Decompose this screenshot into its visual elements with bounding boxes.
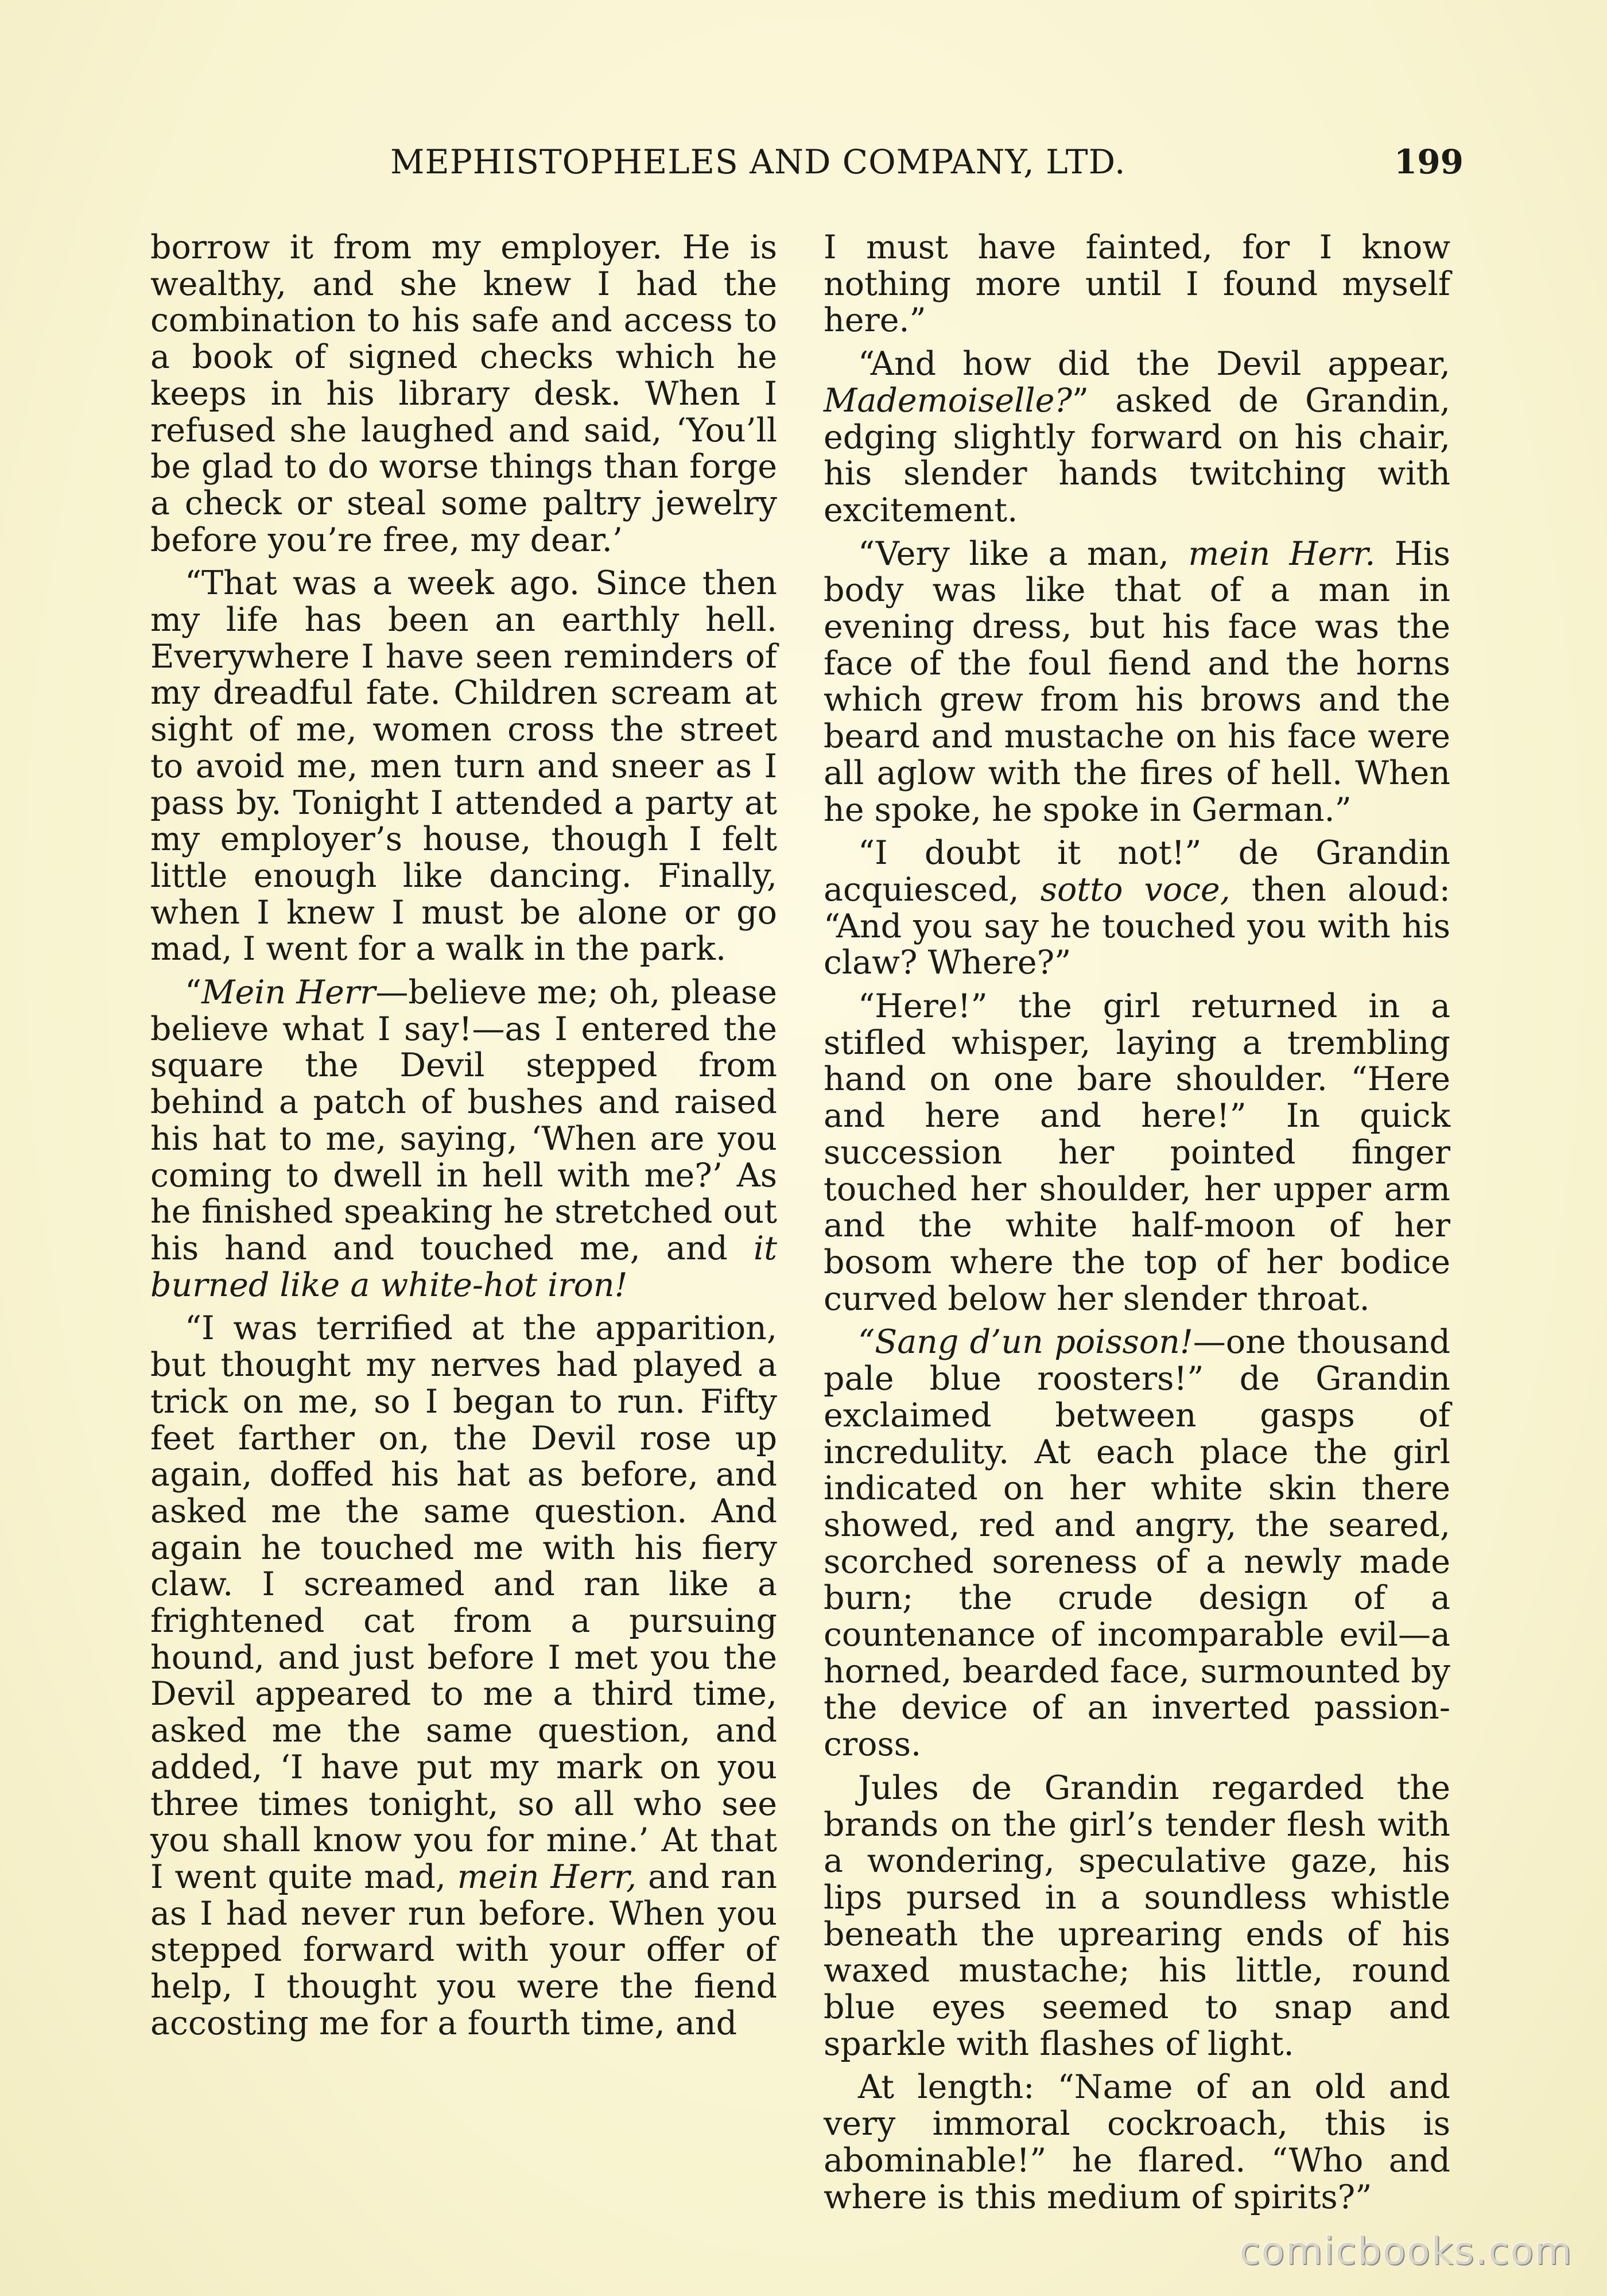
paragraph: borrow it from my employer. He is wealthy, and she knew I had the combination to his safe and access to a book of signed checks which he keeps in his library desk. When I refused she laughed and said, ‘You’ll be glad to do worse things than forge a check or steal some paltry jewelry before you’re free, my dear.’	[150, 228, 777, 559]
paragraph-text: “I doubt it not!” de Grandin acquiesced,	[824, 834, 1450, 909]
paragraph-text: “Very like a man,	[858, 534, 1189, 573]
italic-phrase: Mein Herr	[201, 974, 376, 1012]
paragraph: “That was a week ago. Since then my life has been an earthly hell. Everywhere I have seen reminders of my dreadful fate. Children scream at sight of me, women cross the street to avoid me, men turn and sneer as I pass by. Tonight I attended a party at my employer’s house, though I felt little enough like dancing. Finally, when I knew I must be alone or go mad, I went for a walk in the park.	[150, 564, 777, 968]
paragraph	[150, 1310, 777, 2042]
italic-phrase: it burned like a white-hot iron!	[150, 1229, 777, 1304]
paragraph: At length: “Name of an old and very immoral cockroach, this is abominable!” he flared. “Who and where is this medium of spirits?”	[824, 2068, 1450, 2216]
paragraph-text: then aloud: “And you say he touched you with his claw? Where?”	[824, 870, 1451, 982]
paragraph	[824, 835, 1450, 982]
italic-phrase: mein Herr.	[1188, 534, 1376, 573]
paragraph	[824, 536, 1450, 829]
paragraph-text: “I was terrified at the apparition, but thought my nerves had played a trick on me, so I began to run. Fifty feet farther on, the Devil rose up again, doffed his hat as before, and asked me the same question. And again he touched me with his fiery claw. I screamed and ran like a frightened cat from a pursuing hound, and just before I met you the Devil appeared to me a third time, asked me the same question, and added, ‘I have put my mark on you three times tonight, so all who see you shall know you for mine.’ At that I went quite mad,	[150, 1309, 777, 1896]
italic-phrase: sotto voce,	[1040, 870, 1231, 909]
watermark: comicbooks.com	[1239, 2229, 1573, 2273]
italic-phrase: “Sang d’un poisson!	[858, 1323, 1193, 1362]
paragraph-text: ” asked de Grandin, edging slightly forward on his chair, his slender hands twitching with excitement.	[824, 381, 1450, 529]
paragraph-text: and ran as I had never run before. When you stepped forward with your offer of help, I thought you were the fiend accosting me for a fourth time, and	[150, 1857, 777, 2042]
paragraph: “Here!” the girl returned in a stifled whisper, laying a trembling hand on one bare shoulder. “Here and here and here!” In quick succession her pointed finger touched her shoulder, her upper arm and the white half-moon of her bosom where the top of her bodice curved below her slender throat.	[824, 987, 1450, 1318]
paragraph-text: “And how did the Devil appear,	[858, 345, 1450, 383]
right-column	[824, 230, 1450, 2223]
paragraph	[824, 1324, 1450, 1763]
paragraph	[824, 346, 1450, 529]
running-head: MEPHISTOPHELES AND COMPANY, LTD.	[390, 142, 1126, 181]
paragraph: I must have fainted, for I know nothing more until I found myself here.”	[824, 228, 1450, 340]
paragraph: Jules de Grandin regarded the brands on the girl’s tender flesh with a wondering, speculative gaze, his lips pursed in a soundless whistle beneath the uprearing ends of his waxed mustache; his little, round blue eyes seemed to snap and sparkle with flashes of light.	[824, 1768, 1450, 2063]
page-header	[390, 142, 1464, 194]
italic-phrase: mein Herr,	[457, 1857, 637, 1896]
italic-phrase: Mademoiselle?	[824, 381, 1072, 420]
paragraph-text: —one thousand pale blue roosters!” de Grandin exclaimed between gasps of incredulity. At each place the girl indicated on her white skin there showed, red and angry, the seared, scorched soreness of a newly made burn; the crude design of a countenance of incomparable evil—a horned, bearded face, surmounted by the device of an inverted passion-cross.	[824, 1323, 1450, 1764]
page-number: 199	[1393, 142, 1464, 181]
paragraph: “Mein Herr—believe me; oh, please believe what I say!—as I entered the square the Devil stepped from behind a patch of bushes and raised his hat to me, saying, ‘When are you coming to dwell in hell with me?’ As he finished speaking he stretched out his hand and touched me, and it burned like a white-hot iron!	[150, 974, 777, 1304]
left-column	[150, 230, 777, 2049]
paragraph-text: —believe me; oh, please believe what I say!—as I entered the square the Devil stepped from behind a patch of bushes and raised his hat to me, saying, ‘When are you coming to dwell in hell with me?’ As he finished speaking he stretched out his hand and touched me, and	[150, 974, 777, 1267]
paragraph-text: His body was like that of a man in evening dress, but his face was the face of the foul fiend and the horns which grew from his brows and the beard and mustache on his face were all aglow with the fires of hell. When he spoke, he spoke in German.”	[824, 534, 1450, 829]
